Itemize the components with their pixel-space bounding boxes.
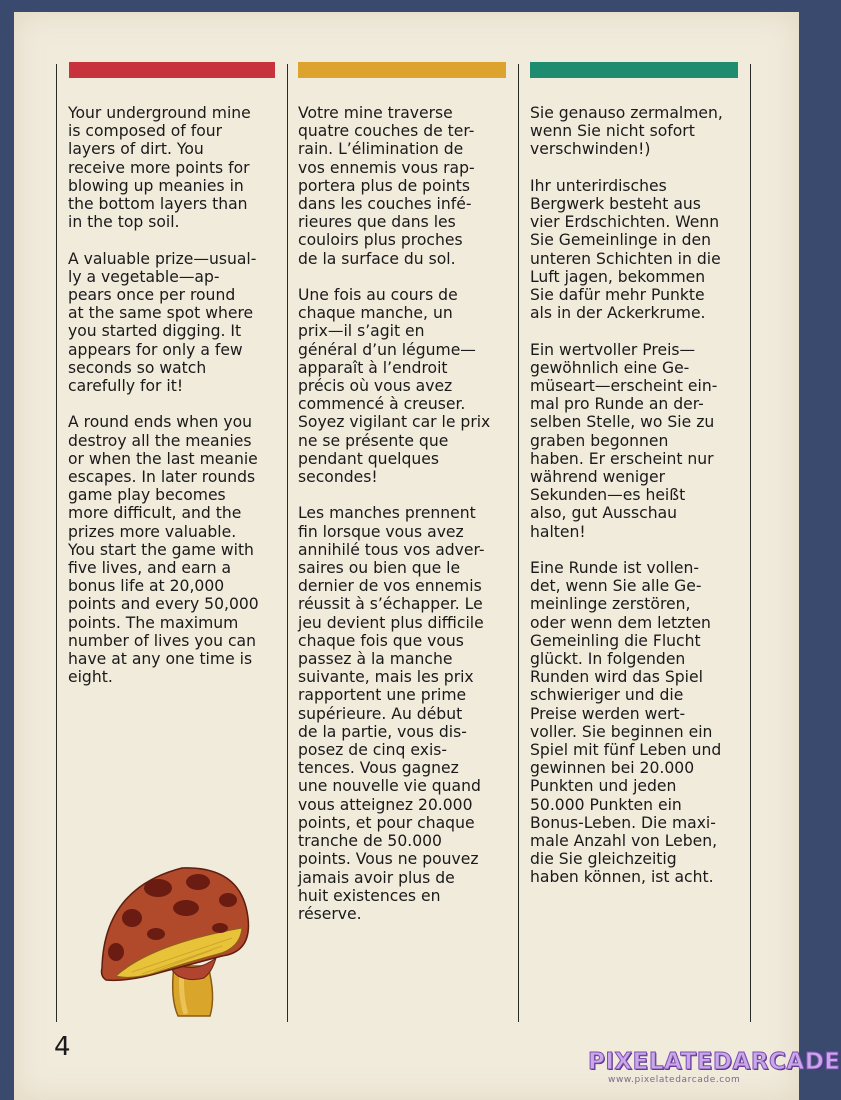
manual-page [14,12,799,1100]
yellow-header-bar [298,62,506,78]
watermark-title: PIXELATEDARCADE [588,1049,841,1075]
french-paragraph: Votre mine traverse quatre couches de ter- rain. L’élimination de vos ennemis vous rap- portera plus de points dans les couches infé- rieures que dans les couloirs plus proches de la surface du sol. [298,104,475,268]
german-paragraph: Ihr unterirdisches Bergwerk besteht aus vier Erdschichten. Wenn Sie Gemeinlinge in den unteren Schichten in die Luft jagen, bekommen Sie dafür mehr Punkte als in der Ackerkrume. [530,176,721,323]
column-rule-1 [56,64,57,1022]
watermark [588,1049,841,1085]
german-column [530,104,746,905]
watermark-url: www.pixelatedarcade.com [608,1075,741,1085]
column-rule-2 [287,64,288,1022]
column-rule-3 [518,64,519,1022]
english-paragraph: A valuable prize—usual- ly a vegetable—ap- pears once per round at the same spot where you started digging. It appears for only a few seconds so watch carefully for it! [68,249,257,396]
green-header-bar [530,62,738,78]
page-number: 4 [54,1032,71,1062]
french-paragraph: Les manches prennent fin lorsque vous avez annihilé tous vos adver- saires ou bien que le dernier de vos ennemis réussit à s’échapper. Le jeu devient plus difficile chaque fois que vous passez à la manche suivante, mais les prix rapportent une prime supérieure. Au début de la partie, vous dis- posez de cinq exis- tences. Vous gagnez une nouvelle vie quand vous atteignez 20.000 points, et pour chaque tranche de 50.000 points. Vous ne pouvez jamais avoir plus de huit existences en réserve. [298,504,485,923]
red-header-bar [69,62,275,78]
french-column [298,104,514,941]
german-paragraph: Sie genauso zermalmen, wenn Sie nicht sofort verschwinden!) [530,104,723,159]
english-paragraph: A round ends when you destroy all the meanies or when the last meanie escapes. In later rounds game play becomes more difficult, and the prizes more valuable. You start the game with five lives, and earn a bonus life at 20,000 points and every 50,000 points. The maximum number of lives you can have at any one time is eight. [68,413,259,687]
mushroom-icon [92,848,252,1028]
column-rule-4 [750,64,751,1022]
german-paragraph: Ein wertvoller Preis— gewöhnlich eine Ge- müseart—erscheint ein- mal pro Runde an der- selben Stelle, wo Sie zu graben begonnen haben. Er erscheint nur während weniger Sekunden—es heißt also, gut Ausschau halten! [530,340,718,541]
german-paragraph: Eine Runde ist vollen- det, wenn Sie alle Ge- meinlinge zerstören, oder wenn dem letzten Gemeinling die Flucht glückt. In folgenden Runden wird das Spiel schwieriger und die Preise werden wert- voller. Sie beginnen ein Spiel mit fünf Leben und gewinnen bei 20.000 Punkten und jeden 50.000 Punkten ein Bonus-Leben. Die maxi- male Anzahl von Leben, die Sie gleichzeitig haben können, ist acht. [530,559,722,887]
english-paragraph: Your underground mine is composed of four layers of dirt. You receive more points for blowing up meanies in the bottom layers than in the top soil. [68,104,251,232]
french-paragraph: Une fois au cours de chaque manche, un prix—il s’agit en général d’un légume— apparaît à l’endroit précis où vous avez commencé à creuser. Soyez vigilant car le prix ne se présente que pendant quelques secondes! [298,286,491,487]
english-column [68,104,284,705]
